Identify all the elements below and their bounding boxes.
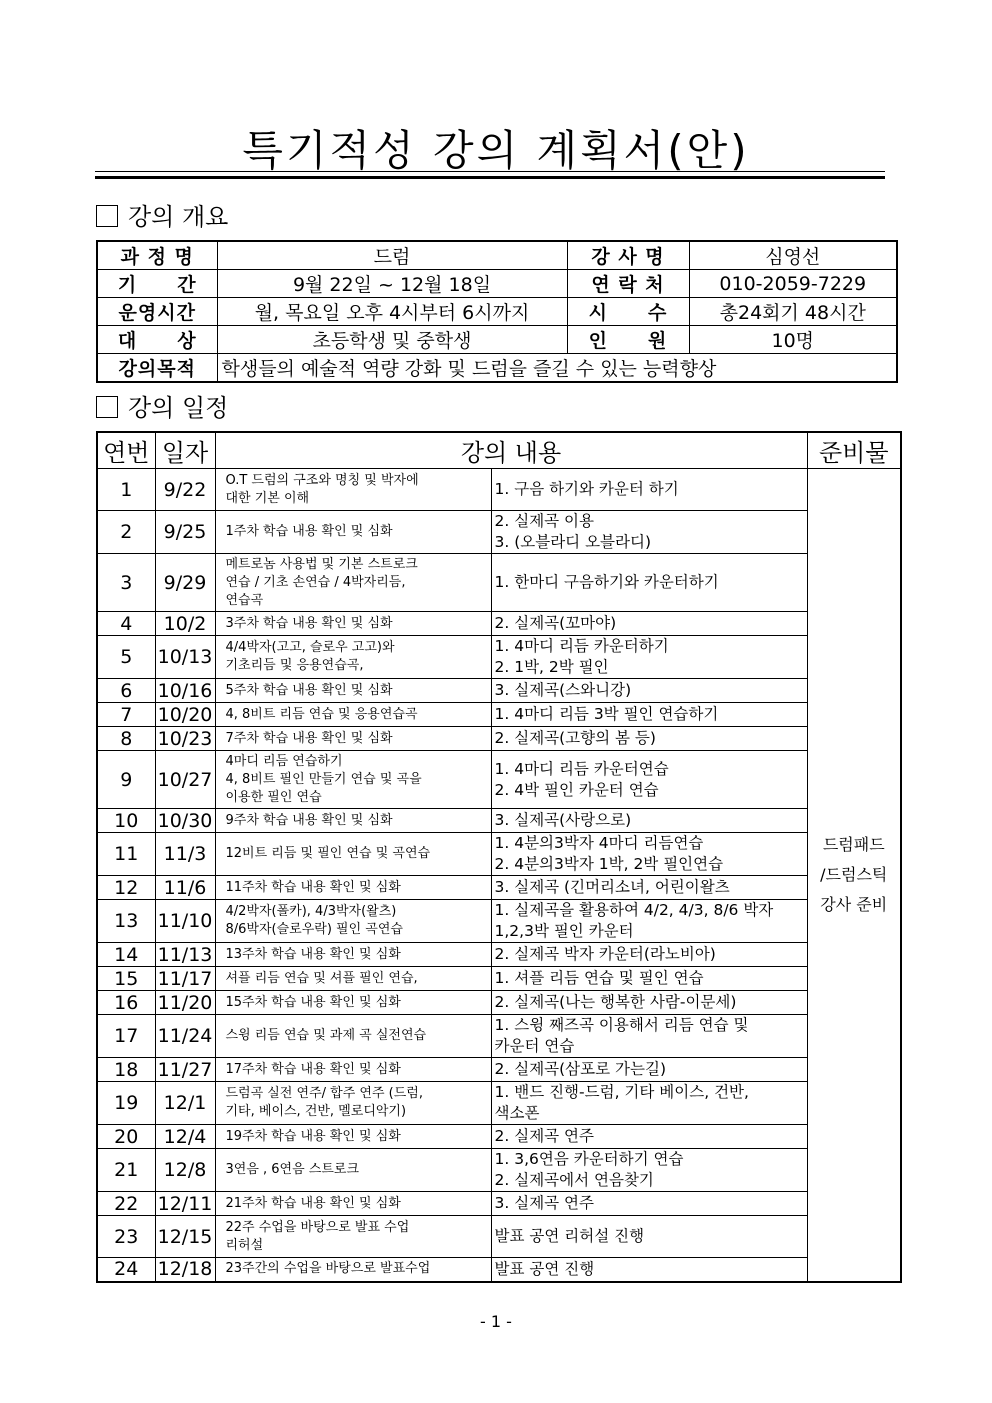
preparation-cell: [807, 469, 901, 1282]
row-number: 19: [97, 1082, 155, 1125]
topic-line: 연습곡: [225, 592, 264, 608]
row-topic: [215, 967, 491, 991]
topic-line: 스윙 리듬 연습 및 과제 곡 실전연습: [225, 1028, 427, 1043]
count-label: 인 원: [567, 326, 689, 354]
row-topic: [215, 636, 491, 679]
section-schedule-heading: [96, 388, 228, 423]
topic-line: 17주차 학습 내용 확인 및 심화: [225, 1061, 401, 1077]
topic-line: 드럼곡 실전 연주/ 합주 연주 (드럼,: [225, 1086, 423, 1101]
preparation-line: 강사 준비: [820, 894, 888, 914]
title-rule: [95, 171, 885, 172]
topic-line: 9주차 학습 내용 확인 및 심화: [225, 812, 393, 828]
purpose-value: 학생들의 예술적 역량 강화 및 드럼을 즐길 수 있는 능력향상: [217, 354, 897, 383]
header-no: 연번: [97, 432, 155, 469]
content-line: 2. 실제곡(고향의 봄 등): [494, 729, 656, 747]
topic-line: 기타, 베이스, 건반, 멜로디악기): [225, 1104, 407, 1119]
row-content: [491, 469, 807, 511]
row-topic: [215, 612, 491, 636]
topic-line: 4, 8비트 필인 만들기 연습 및 곡을: [225, 771, 422, 787]
row-date: 12/18: [155, 1258, 215, 1282]
content-line: 3. 실제곡 연주: [494, 1194, 595, 1212]
row-content: [491, 1258, 807, 1282]
purpose-label: 강의목적: [97, 354, 217, 383]
header-content: 강의 내용: [215, 432, 807, 469]
row-number: 6: [97, 679, 155, 703]
row-topic: [215, 1192, 491, 1216]
row-number: 10: [97, 809, 155, 833]
content-line: 1. 한마디 구음하기와 카운터하기: [494, 573, 719, 591]
row-content: [491, 1125, 807, 1149]
topic-line: 15주차 학습 내용 확인 및 심화: [225, 994, 401, 1010]
row-date: 10/2: [155, 612, 215, 636]
row-date: 9/29: [155, 554, 215, 612]
topic-line: 리허설: [225, 1237, 264, 1253]
topic-line: 기초리듬 및 응용연습곡,: [225, 658, 364, 673]
schedule-row: [97, 612, 901, 636]
topic-line: 23주간의 수업을 바탕으로 발표수업: [225, 1261, 431, 1277]
row-content: [491, 751, 807, 809]
content-line: 1. 스윙 째즈곡 이용해서 리듬 연습 및: [494, 1016, 749, 1034]
row-number: 11: [97, 833, 155, 876]
row-date: 12/4: [155, 1125, 215, 1149]
content-line: 2. 실제곡(삼포로 가는길): [494, 1060, 666, 1078]
instructor-label: 강 사 명: [567, 241, 689, 270]
topic-line: O.T 드럼의 구조와 명칭 및 박자에: [225, 472, 419, 488]
row-content: [491, 554, 807, 612]
row-number: 22: [97, 1192, 155, 1216]
row-topic: [215, 511, 491, 554]
topic-line: 13주차 학습 내용 확인 및 심화: [225, 946, 401, 962]
content-line: 1,2,3박 필인 카운터: [494, 922, 634, 940]
section-overview-heading: [96, 197, 228, 232]
schedule-row: [97, 943, 901, 967]
row-content: [491, 703, 807, 727]
schedule-row: [97, 1216, 901, 1258]
schedule-row: [97, 900, 901, 943]
row-number: 16: [97, 991, 155, 1015]
topic-line: 4, 8비트 리듬 연습 및 응용연습곡: [225, 706, 418, 722]
row-date: 12/8: [155, 1149, 215, 1192]
row-topic: [215, 1015, 491, 1058]
row-date: 12/1: [155, 1082, 215, 1125]
target-value: 초등학생 및 중학생: [217, 326, 567, 354]
course-value: 드럼: [217, 241, 567, 270]
row-topic: [215, 1149, 491, 1192]
row-date: 10/27: [155, 751, 215, 809]
row-date: 11/20: [155, 991, 215, 1015]
sessions-label: 시 수: [567, 298, 689, 326]
row-number: 2: [97, 511, 155, 554]
content-line: 2. 실제곡에서 연음찾기: [494, 1171, 654, 1189]
overview-row: [97, 241, 897, 270]
schedule-header-row: [97, 432, 901, 469]
schedule-row: [97, 1058, 901, 1082]
topic-line: 22주 수업을 바탕으로 발표 수업: [225, 1219, 410, 1235]
row-topic: [215, 727, 491, 751]
row-number: 14: [97, 943, 155, 967]
row-number: 20: [97, 1125, 155, 1149]
row-content: [491, 1058, 807, 1082]
count-value: 10명: [689, 326, 897, 354]
section-overview-label: 강의 개요: [128, 203, 229, 231]
row-number: 9: [97, 751, 155, 809]
topic-line: 4/2박자(폴카), 4/3박자(왈츠): [225, 904, 397, 919]
row-number: 4: [97, 612, 155, 636]
row-date: 12/11: [155, 1192, 215, 1216]
schedule-row: [97, 833, 901, 876]
content-line: 2. 실제곡 박자 카운터(라노비아): [494, 945, 716, 963]
row-topic: [215, 1216, 491, 1258]
row-number: 1: [97, 469, 155, 511]
section-schedule-label: 강의 일정: [128, 394, 229, 422]
content-line: 1. 구음 하기와 카운터 하기: [494, 480, 679, 498]
preparation-line: 드럼패드: [822, 834, 885, 854]
row-content: [491, 1082, 807, 1125]
row-date: 12/15: [155, 1216, 215, 1258]
row-topic: [215, 554, 491, 612]
row-number: 21: [97, 1149, 155, 1192]
topic-line: 5주차 학습 내용 확인 및 심화: [225, 682, 393, 698]
header-prep: 준비물: [807, 432, 901, 469]
topic-line: 셔플 리듬 연습 및 셔플 필인 연습,: [225, 970, 418, 986]
schedule-row: [97, 1082, 901, 1125]
schedule-row: [97, 1192, 901, 1216]
row-topic: [215, 703, 491, 727]
schedule-row: [97, 1258, 901, 1282]
row-date: 11/13: [155, 943, 215, 967]
content-line: 3. 실제곡(사랑으로): [494, 811, 632, 829]
content-line: 2. 4분의3박자 1박, 2박 필인연습: [494, 855, 724, 873]
topic-line: 11주차 학습 내용 확인 및 심화: [225, 879, 401, 895]
schedule-row: [97, 636, 901, 679]
topic-line: 메트로놈 사용법 및 기본 스트로크: [225, 556, 418, 572]
schedule-row: [97, 876, 901, 900]
content-line: 2. 실제곡 연주: [494, 1127, 595, 1145]
schedule-row: [97, 469, 901, 511]
row-content: [491, 967, 807, 991]
row-topic: [215, 809, 491, 833]
content-line: 1. 4마디 리듬 카운터하기: [494, 637, 669, 655]
topic-line: 7주차 학습 내용 확인 및 심화: [225, 730, 393, 746]
row-topic: [215, 943, 491, 967]
row-number: 3: [97, 554, 155, 612]
course-label: 과 정 명: [97, 241, 217, 270]
row-number: 23: [97, 1216, 155, 1258]
schedule-row: [97, 991, 901, 1015]
schedule-row: [97, 1149, 901, 1192]
title-rule-thick: [95, 176, 885, 179]
target-label: 대 상: [97, 326, 217, 354]
row-topic: [215, 679, 491, 703]
header-date: 일자: [155, 432, 215, 469]
content-line: 색소폰: [494, 1104, 540, 1122]
content-line: 1. 4분의3박자 4마디 리듬연습: [494, 834, 704, 852]
row-number: 24: [97, 1258, 155, 1282]
row-content: [491, 511, 807, 554]
topic-line: 21주차 학습 내용 확인 및 심화: [225, 1195, 401, 1211]
row-content: [491, 833, 807, 876]
row-content: [491, 1216, 807, 1258]
content-line: 1. 4마디 리듬 3박 필인 연습하기: [494, 705, 719, 723]
row-date: 10/13: [155, 636, 215, 679]
content-line: 1. 밴드 진행-드럼, 기타 베이스, 건반,: [494, 1083, 749, 1101]
content-line: 2. 1박, 2박 필인: [494, 658, 609, 676]
row-date: 10/23: [155, 727, 215, 751]
row-number: 15: [97, 967, 155, 991]
overview-row: [97, 326, 897, 354]
row-topic: [215, 751, 491, 809]
row-date: 11/6: [155, 876, 215, 900]
row-date: 10/20: [155, 703, 215, 727]
content-line: 발표 공연 진행: [494, 1259, 595, 1278]
row-content: [491, 612, 807, 636]
content-line: 2. 실제곡(나는 행복한 사람-이문세): [494, 993, 737, 1011]
row-date: 10/30: [155, 809, 215, 833]
row-content: [491, 809, 807, 833]
row-topic: [215, 900, 491, 943]
row-number: 5: [97, 636, 155, 679]
period-label: 기 간: [97, 270, 217, 298]
checkbox-square-icon: [96, 205, 118, 227]
row-date: 11/3: [155, 833, 215, 876]
row-content: [491, 1015, 807, 1058]
row-content: [491, 1149, 807, 1192]
schedule-table: [96, 431, 902, 1283]
row-number: 18: [97, 1058, 155, 1082]
content-line: 1. 실제곡을 활용하여 4/2, 4/3, 8/6 박자: [494, 901, 774, 919]
topic-line: 연습 / 기초 손연습 / 4박자리듬,: [225, 574, 406, 590]
row-date: 10/16: [155, 679, 215, 703]
hours-value: 월, 목요일 오후 4시부터 6시까지: [217, 298, 567, 326]
row-topic: [215, 991, 491, 1015]
row-date: 9/22: [155, 469, 215, 511]
contact-label: 연 락 처: [567, 270, 689, 298]
topic-line: 12비트 리듬 및 필인 연습 및 곡연습: [225, 846, 431, 861]
document-title: 특기적성 강의 계획서(안): [242, 126, 750, 175]
row-content: [491, 727, 807, 751]
checkbox-square-icon: [96, 396, 118, 418]
row-content: [491, 679, 807, 703]
row-topic: [215, 1258, 491, 1282]
row-number: 13: [97, 900, 155, 943]
row-number: 12: [97, 876, 155, 900]
topic-line: 3연음 , 6연음 스트로크: [225, 1162, 360, 1177]
schedule-row: [97, 1125, 901, 1149]
row-date: 9/25: [155, 511, 215, 554]
topic-line: 4마디 리듬 연습하기: [225, 753, 343, 769]
content-line: 2. 실제곡 이용: [494, 512, 595, 530]
schedule-row: [97, 1015, 901, 1058]
hours-label: 운영시간: [97, 298, 217, 326]
content-line: 1. 셔플 리듬 연습 및 필인 연습: [494, 969, 704, 987]
row-date: 11/17: [155, 967, 215, 991]
topic-line: 4/4박자(고고, 슬로우 고고)와: [225, 640, 395, 655]
row-topic: [215, 876, 491, 900]
content-line: 2. 4박 필인 카운터 연습: [494, 780, 659, 799]
content-line: 3. 실제곡(스와니강): [494, 681, 632, 699]
row-date: 11/10: [155, 900, 215, 943]
overview-row: [97, 270, 897, 298]
content-line: 1. 4마디 리듬 카운터연습: [494, 759, 669, 778]
row-number: 8: [97, 727, 155, 751]
topic-line: 1주차 학습 내용 확인 및 심화: [225, 524, 393, 539]
row-content: [491, 900, 807, 943]
row-content: [491, 1192, 807, 1216]
topic-line: 3주차 학습 내용 확인 및 심화: [225, 615, 393, 631]
schedule-row: [97, 751, 901, 809]
topic-line: 19주차 학습 내용 확인 및 심화: [225, 1128, 401, 1144]
schedule-row: [97, 967, 901, 991]
schedule-row: [97, 809, 901, 833]
row-number: 17: [97, 1015, 155, 1058]
topic-line: 8/6박자(슬로우락) 필인 곡연습: [225, 922, 403, 937]
row-number: 7: [97, 703, 155, 727]
overview-row: [97, 354, 897, 383]
page-number: - 1 -: [480, 1312, 512, 1331]
overview-row: [97, 298, 897, 326]
sessions-value: 총24회기 48시간: [689, 298, 897, 326]
row-topic: [215, 1058, 491, 1082]
instructor-value: 심영선: [689, 241, 897, 270]
schedule-body: [97, 469, 901, 1282]
schedule-row: [97, 511, 901, 554]
schedule-row: [97, 703, 901, 727]
schedule-row: [97, 554, 901, 612]
content-line: 3. (오블라디 오블라디): [494, 533, 652, 551]
content-line: 카운터 연습: [494, 1037, 575, 1055]
row-content: [491, 943, 807, 967]
topic-line: 이용한 필인 연습: [225, 789, 322, 805]
row-topic: [215, 469, 491, 511]
row-topic: [215, 1125, 491, 1149]
content-line: 2. 실제곡(꼬마야): [494, 614, 617, 632]
schedule-row: [97, 727, 901, 751]
content-line: 발표 공연 리허설 진행: [494, 1227, 645, 1245]
row-content: [491, 876, 807, 900]
topic-line: 대한 기본 이해: [225, 490, 310, 506]
row-topic: [215, 1082, 491, 1125]
preparation-line: /드럼스틱: [820, 864, 888, 884]
row-content: [491, 636, 807, 679]
content-line: 3. 실제곡 (긴머리소녀, 어린이왈츠: [494, 878, 730, 896]
schedule-row: [97, 679, 901, 703]
row-date: 11/27: [155, 1058, 215, 1082]
period-value: 9월 22일 ~ 12월 18일: [217, 270, 567, 298]
row-topic: [215, 833, 491, 876]
content-line: 1. 3,6연음 카운터하기 연습: [494, 1150, 684, 1168]
overview-table: [96, 240, 898, 383]
contact-value: 010-2059-7229: [689, 270, 897, 298]
row-date: 11/24: [155, 1015, 215, 1058]
row-content: [491, 991, 807, 1015]
